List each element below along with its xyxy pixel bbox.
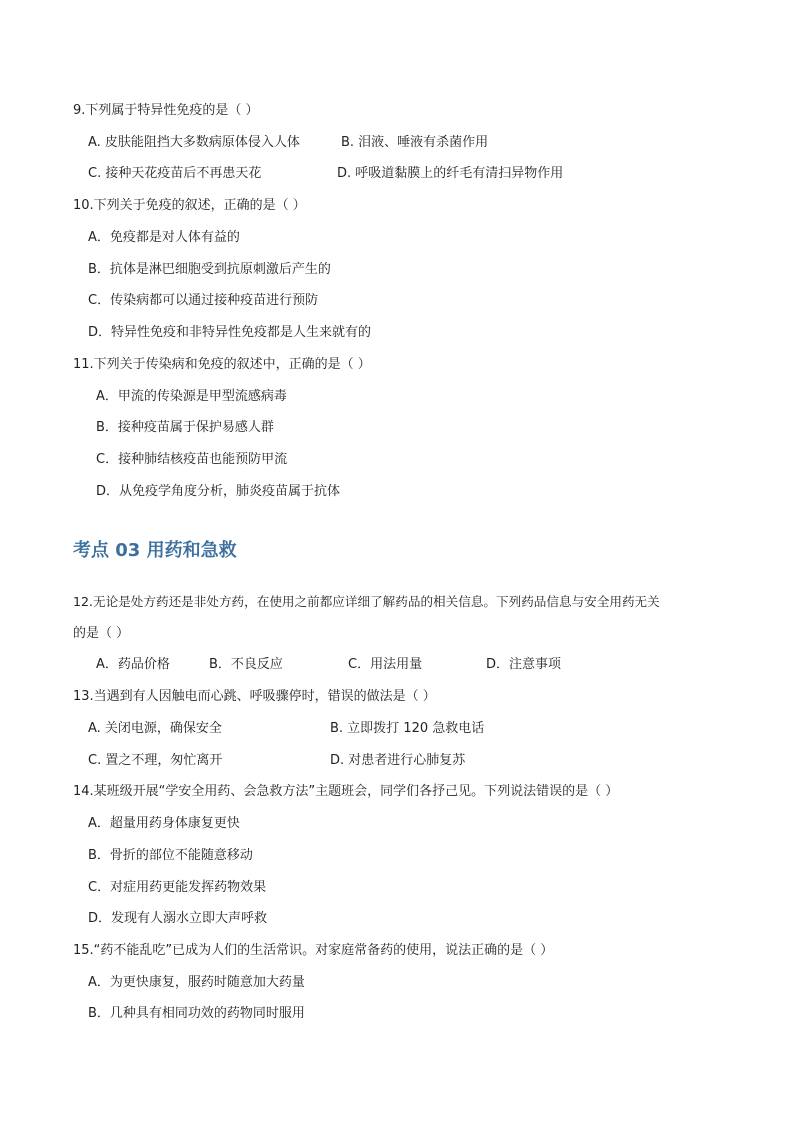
question-10-option-c: C．传染病都可以通过接种疫苗进行预防 [88, 293, 319, 308]
question-13-option-a: A. 关闭电源，确保安全 [88, 721, 222, 736]
question-14-option-c: C．对症用药更能发挥药物效果 [88, 880, 267, 895]
question-13-option-b: B. 立即拨打 120 急救电话 [330, 721, 485, 736]
question-14-option-b: B．骨折的部位不能随意移动 [88, 848, 253, 863]
question-14-option-a: A．超量用药身体康复更快 [88, 816, 240, 831]
question-9-option-d: D. 呼吸道黏膜上的纤毛有清扫异物作用 [337, 166, 564, 181]
question-9-stem: 9.下列属于特异性免疫的是（ ） [73, 103, 259, 118]
question-12-stem-line-2: 的是（ ） [73, 626, 130, 641]
question-11-option-b: B．接种疫苗属于保护易感人群 [96, 420, 274, 435]
question-14-option-d: D．发现有人溺水立即大声呼救 [88, 911, 268, 926]
question-13-option-c: C. 置之不理，匆忙离开 [88, 753, 223, 768]
question-9-option-b: B. 泪液、唾液有杀菌作用 [341, 135, 489, 150]
question-10-option-a: A．免疫都是对人体有益的 [88, 230, 240, 245]
section-heading: 考点 03 用药和急救 [73, 540, 237, 561]
question-13-stem: 13.当遇到有人因触电而心跳、呼吸骤停时，错误的做法是（ ） [73, 689, 436, 704]
question-12-option-d: D．注意事项 [486, 657, 562, 672]
question-9-option-a: A. 皮肤能阻挡大多数病原体侵入人体 [88, 135, 300, 150]
question-10-option-d: D．特异性免疫和非特异性免疫都是人生来就有的 [88, 325, 372, 340]
question-11-option-a: A．甲流的传染源是甲型流感病毒 [96, 389, 287, 404]
question-11-option-c: C．接种肺结核疫苗也能预防甲流 [96, 452, 288, 467]
question-12-option-b: B．不良反应 [209, 657, 283, 672]
question-11-option-d: D．从免疫学角度分析，肺炎疫苗属于抗体 [96, 484, 341, 499]
question-12-option-a: A．药品价格 [96, 657, 170, 672]
question-12-stem-line-1: 12.无论是处方药还是非处方药，在使用之前都应详细了解药品的相关信息。下列药品信息与安全用药无关 [73, 594, 660, 609]
question-14-stem: 14.某班级开展“学安全用药、会急救方法”主题班会，同学们各抒己见。下列说法错误的是（ ） [73, 784, 619, 799]
question-11-stem: 11.下列关于传染病和免疫的叙述中，正确的是（ ） [73, 357, 371, 372]
question-10-option-b: B．抗体是淋巴细胞受到抗原刺激后产生的 [88, 262, 331, 277]
question-15-stem: 15.“药不能乱吃”已成为人们的生活常识。对家庭常备药的使用，说法正确的是（ ） [73, 943, 554, 958]
question-9-option-c: C. 接种天花疫苗后不再患天花 [88, 166, 262, 181]
question-15-option-b: B．几种具有相同功效的药物同时服用 [88, 1006, 305, 1021]
question-13-option-d: D. 对患者进行心肺复苏 [330, 753, 466, 768]
question-12-option-c: C．用法用量 [348, 657, 423, 672]
question-15-option-a: A．为更快康复，服药时随意加大药量 [88, 975, 305, 990]
question-10-stem: 10.下列关于免疫的叙述，正确的是（ ） [73, 198, 306, 213]
